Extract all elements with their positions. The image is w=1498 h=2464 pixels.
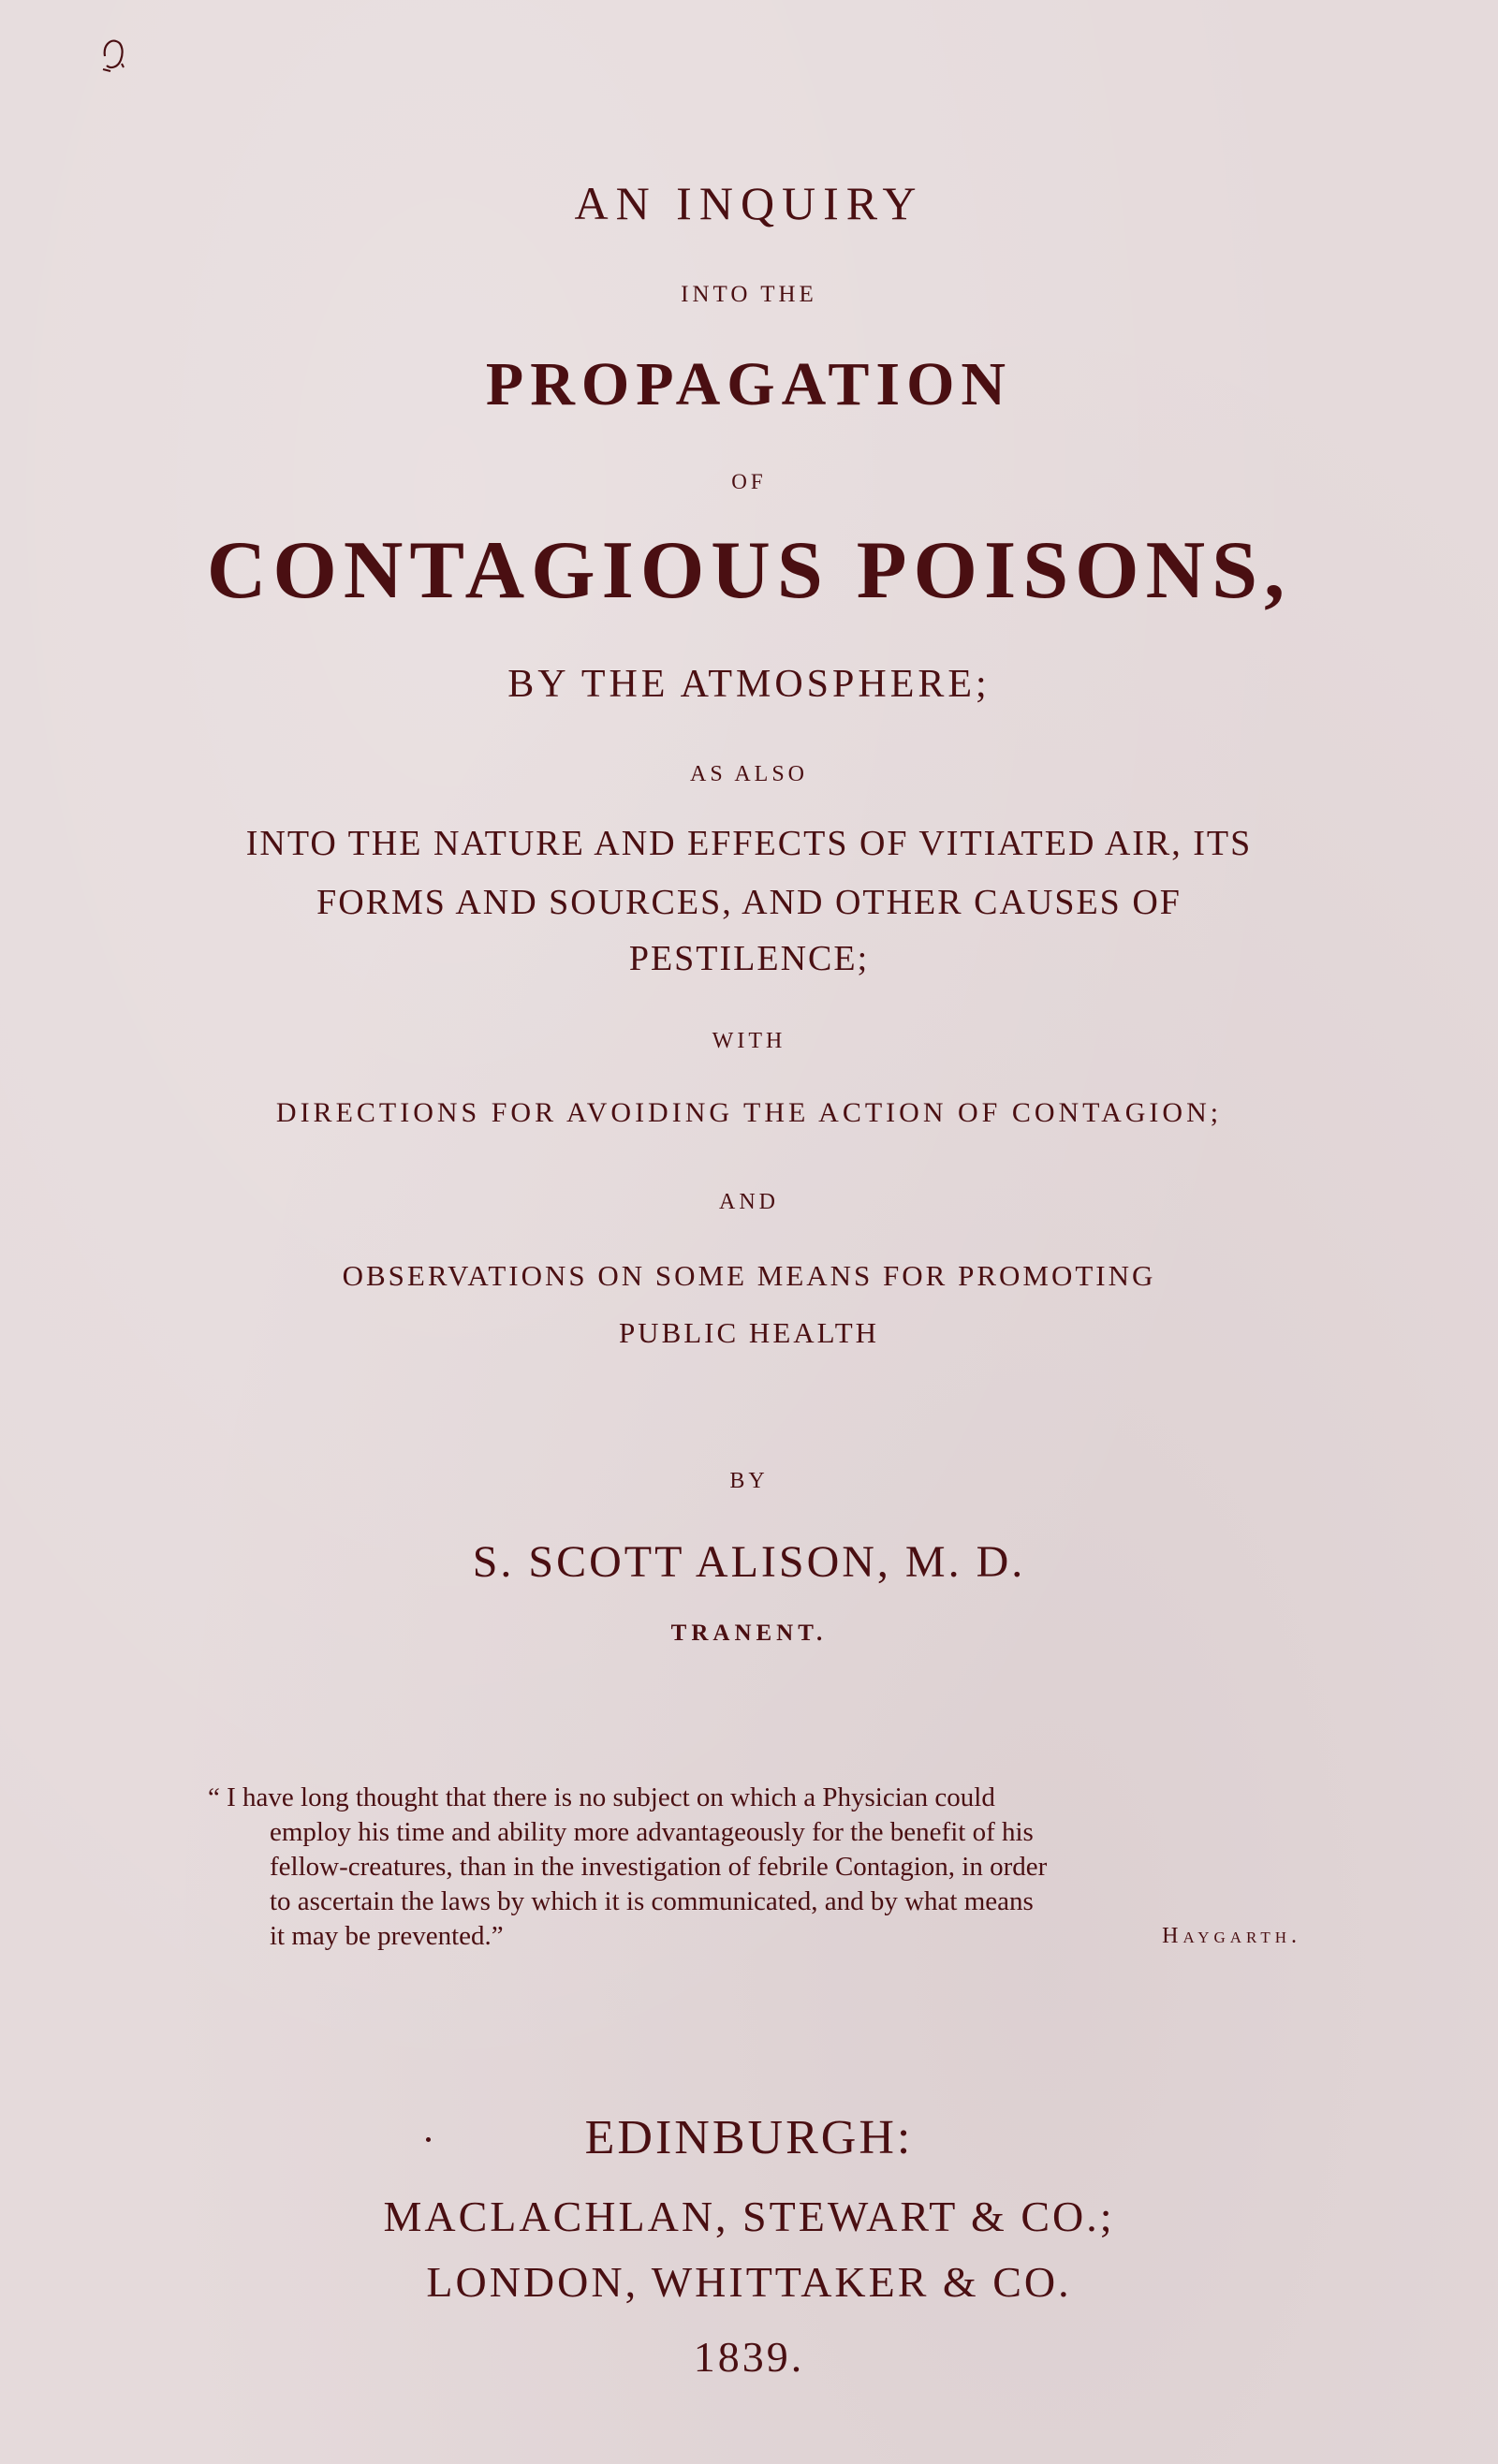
author-name: S. SCOTT ALISON, M. D. <box>472 1537 1026 1587</box>
subtitle-nature-line: PESTILENCE; <box>628 939 870 978</box>
title-of: OF <box>731 470 767 493</box>
epigraph <box>208 1781 1301 1954</box>
epigraph-attribution: Haygarth. <box>1162 1924 1301 1948</box>
subtitle-nature-line: INTO THE NATURE AND EFFECTS OF VITIATED AIR, ITS <box>245 824 1253 863</box>
title-propagation: PROPAGATION <box>485 350 1013 418</box>
title-as-also: AS ALSO <box>689 762 809 786</box>
imprint-publisher: MACLACHLAN, STEWART & CO.; <box>383 2193 1115 2240</box>
title-into-the: INTO THE <box>681 282 817 307</box>
epigraph-last-line <box>208 1919 1301 1954</box>
title-and: AND <box>719 1190 779 1214</box>
library-stamp-mark <box>97 36 129 75</box>
subtitle-observations-line: PUBLIC HEALTH <box>618 1316 880 1349</box>
title-by-the-atmosphere: BY THE ATMOSPHERE; <box>507 663 991 706</box>
imprint-publisher: LONDON, WHITTAKER & CO. <box>426 2258 1072 2306</box>
title-an-inquiry: AN INQUIRY <box>574 177 924 229</box>
title-by: BY <box>729 1469 769 1493</box>
epigraph-line: fellow-creatures, than in the investigation of febrile Contagion, in order <box>270 1852 1048 1882</box>
subtitle-directions: DIRECTIONS FOR AVOIDING THE ACTION OF CONTAGION; <box>275 1097 1223 1128</box>
title-with: WITH <box>712 1029 786 1053</box>
imprint-city: EDINBURGH: <box>584 2111 914 2164</box>
subtitle-observations-line: OBSERVATIONS ON SOME MEANS FOR PROMOTING <box>342 1259 1156 1292</box>
author-residence: TRANENT. <box>670 1621 828 1646</box>
subtitle-nature-line: FORMS AND SOURCES, AND OTHER CAUSES OF <box>316 883 1182 922</box>
epigraph-line: it may be prevented.” <box>270 1921 504 1951</box>
title-contagious-poisons: CONTAGIOUS POISONS, <box>206 525 1292 616</box>
epigraph-line: to ascertain the laws by which it is communicated, and by what means <box>270 1886 1034 1916</box>
epigraph-line: “ I have long thought that there is no subject on which a Physician could <box>208 1782 995 1812</box>
epigraph-line: employ his time and ability more advantageously for the benefit of his <box>270 1817 1034 1847</box>
imprint-year: 1839. <box>693 2333 805 2381</box>
